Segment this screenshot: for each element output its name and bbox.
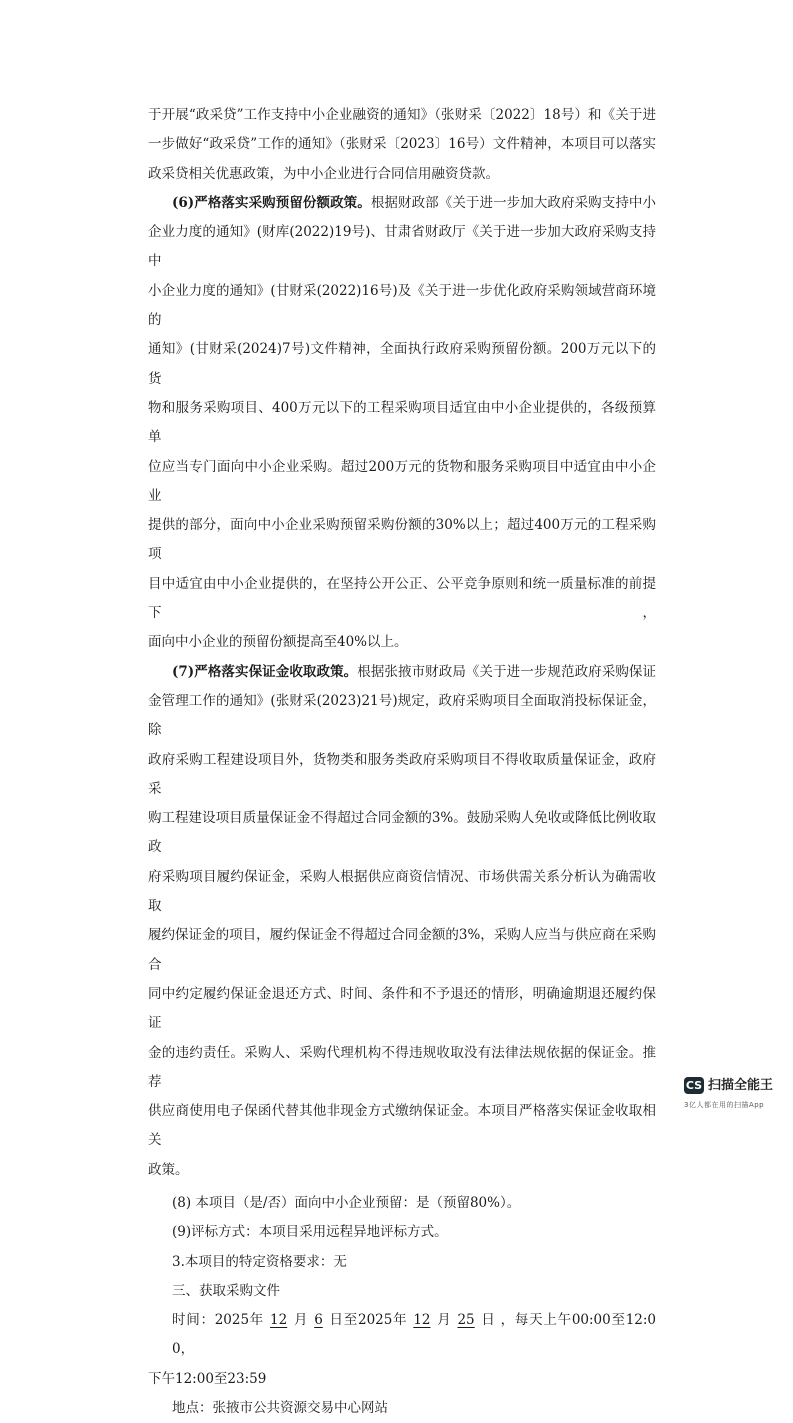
line-text: 目中适宜由中小企业提供的，在坚持公开公正、公平竞争原则和统一质量标准的前提下， bbox=[148, 575, 656, 622]
line-text: 同中约定履约保证金退还方式、时间、条件和不予退还的情形，明确逾期退还履约保证 bbox=[148, 985, 656, 1032]
text-line bbox=[148, 277, 656, 336]
text-line bbox=[148, 570, 656, 629]
time-text: 日 ，每天上午00:00至12:00， bbox=[172, 1312, 657, 1358]
line-text: 府采购项目履约保证金，采购人根据供应商资信情况、市场供需关系分析认为确需收取 bbox=[148, 868, 656, 915]
text-line bbox=[148, 1189, 656, 1218]
text-line bbox=[148, 511, 656, 570]
camscanner-watermark bbox=[684, 1077, 789, 1117]
date-field: 12 bbox=[413, 1312, 431, 1329]
line-text: 于开展“政采贷”工作支持中小企业融资的通知》（张财采〔2022〕18号）和《关于进 bbox=[148, 107, 656, 123]
text-line bbox=[148, 130, 656, 159]
text-line bbox=[148, 101, 656, 130]
bold-heading: (6)严格落实采购预留份额政策。 bbox=[172, 194, 371, 211]
document-body bbox=[148, 101, 656, 1423]
line-text: 政府采购工程建设项目外，货物类和服务类政府采购项目不得收取质量保证金，政府采 bbox=[148, 751, 656, 797]
watermark-tagline: 3亿人都在用的扫描App bbox=[684, 1101, 765, 1109]
line-text: 根据财政部《关于进一步加大政府采购支持中小 bbox=[370, 194, 657, 211]
bold-heading: (7)严格落实保证金收取政策。 bbox=[172, 663, 358, 680]
line-text: 3.本项目的特定资格要求：无 bbox=[172, 1253, 347, 1270]
text-line bbox=[148, 1218, 656, 1247]
text-line bbox=[148, 1156, 656, 1185]
text-line bbox=[148, 1248, 656, 1277]
time-line bbox=[148, 1306, 656, 1365]
line-text: 购工程建设项目质量保证金不得超过合同金额的3%。鼓励采购人免收或降低比例收取政 bbox=[148, 810, 656, 856]
text-line bbox=[148, 1039, 656, 1098]
line-text: 位应当专门面向中小企业采购。超过200万元的货物和服务采购项目中适宜由中小企业 bbox=[148, 458, 656, 504]
camscanner-logo-icon: CS bbox=[685, 1079, 703, 1092]
line-text: 提供的部分，面向中小企业采购预留采购份额的30%以上；超过400万元的工程采购项 bbox=[148, 517, 656, 563]
line-text: 根据张掖市财政局《关于进一步规范政府采购保证 bbox=[357, 663, 656, 680]
line-text: 通知》(甘财采(2024)7号)文件精神，全面执行政府采购预留份额。200万元以下的货 bbox=[148, 341, 656, 387]
text-line bbox=[148, 628, 656, 657]
time-text: 日至2025年 bbox=[328, 1312, 408, 1329]
watermark-name: 扫描全能王 bbox=[708, 1078, 774, 1093]
text-line bbox=[148, 189, 656, 218]
line-text: 金管理工作的通知》(张财采(2023)21号)规定，政府采购项目全面取消投标保证金，除 bbox=[148, 692, 656, 739]
text-line bbox=[148, 335, 656, 394]
text-line bbox=[148, 453, 656, 512]
text-line bbox=[148, 1277, 656, 1306]
line-text: 金的违约责任。采购人、采购代理机构不得违规收取没有法律法规依据的保证金。推荐 bbox=[148, 1044, 656, 1090]
line-text: 供应商使用电子保函代替其他非现金方式缴纳保证金。本项目严格落实保证金收取相关 bbox=[148, 1103, 656, 1149]
line-text: 企业力度的通知》(财库(2022)19号)、甘肃省财政厅《关于进一步加大政府采购支持中 bbox=[148, 224, 656, 270]
time-text: 月 bbox=[293, 1312, 309, 1329]
text-line bbox=[148, 1097, 656, 1156]
line-text: 三、获取采购文件 bbox=[172, 1282, 280, 1299]
line-text: 一步做好“政采贷”工作的通知》（张财采〔2023〕16号）文件精神，本项目可以落实 bbox=[148, 136, 656, 153]
location-line: 地点：张掖市公共资源交易中心网站 bbox=[172, 1400, 388, 1417]
line-text: 政采贷相关优惠政策，为中小企业进行合同信用融资贷款。 bbox=[148, 165, 499, 182]
line-text: 履约保证金的项目，履约保证金不得超过合同金额的3%，采购人应当与供应商在采购合 bbox=[148, 927, 656, 973]
text-line bbox=[148, 218, 656, 277]
line-text: (9)评标方式：本项目采用远程异地评标方式。 bbox=[172, 1224, 448, 1241]
text-line bbox=[148, 746, 656, 805]
date-field: 25 bbox=[457, 1312, 475, 1329]
time-text: 月 bbox=[436, 1312, 452, 1329]
date-field: 12 bbox=[270, 1312, 288, 1329]
date-field: 6 bbox=[314, 1312, 323, 1329]
text-line bbox=[148, 394, 656, 453]
text-line bbox=[148, 921, 656, 980]
line-text: (8) 本项目（是/否）面向中小企业预留：是（预留80%）。 bbox=[172, 1194, 521, 1211]
text-line bbox=[148, 804, 656, 863]
line-text: 小企业力度的通知》(甘财采(2022)16号)及《关于进一步优化政府采购领域营商环境的 bbox=[148, 282, 656, 329]
line-text: 政策。 bbox=[148, 1161, 189, 1178]
text-line bbox=[148, 687, 656, 746]
time-line-2: 下午12:00至23:59 bbox=[148, 1370, 267, 1387]
time-text: 时间：2025年 bbox=[172, 1312, 265, 1329]
text-line bbox=[148, 863, 656, 922]
line-text: 面向中小企业的预留份额提高至40%以上。 bbox=[148, 634, 408, 651]
line-text: 物和服务采购项目、400万元以下的工程采购项目适宜由中小企业提供的，各级预算单 bbox=[148, 399, 656, 446]
text-line bbox=[148, 160, 656, 189]
text-line bbox=[148, 658, 656, 687]
text-line bbox=[148, 980, 656, 1039]
